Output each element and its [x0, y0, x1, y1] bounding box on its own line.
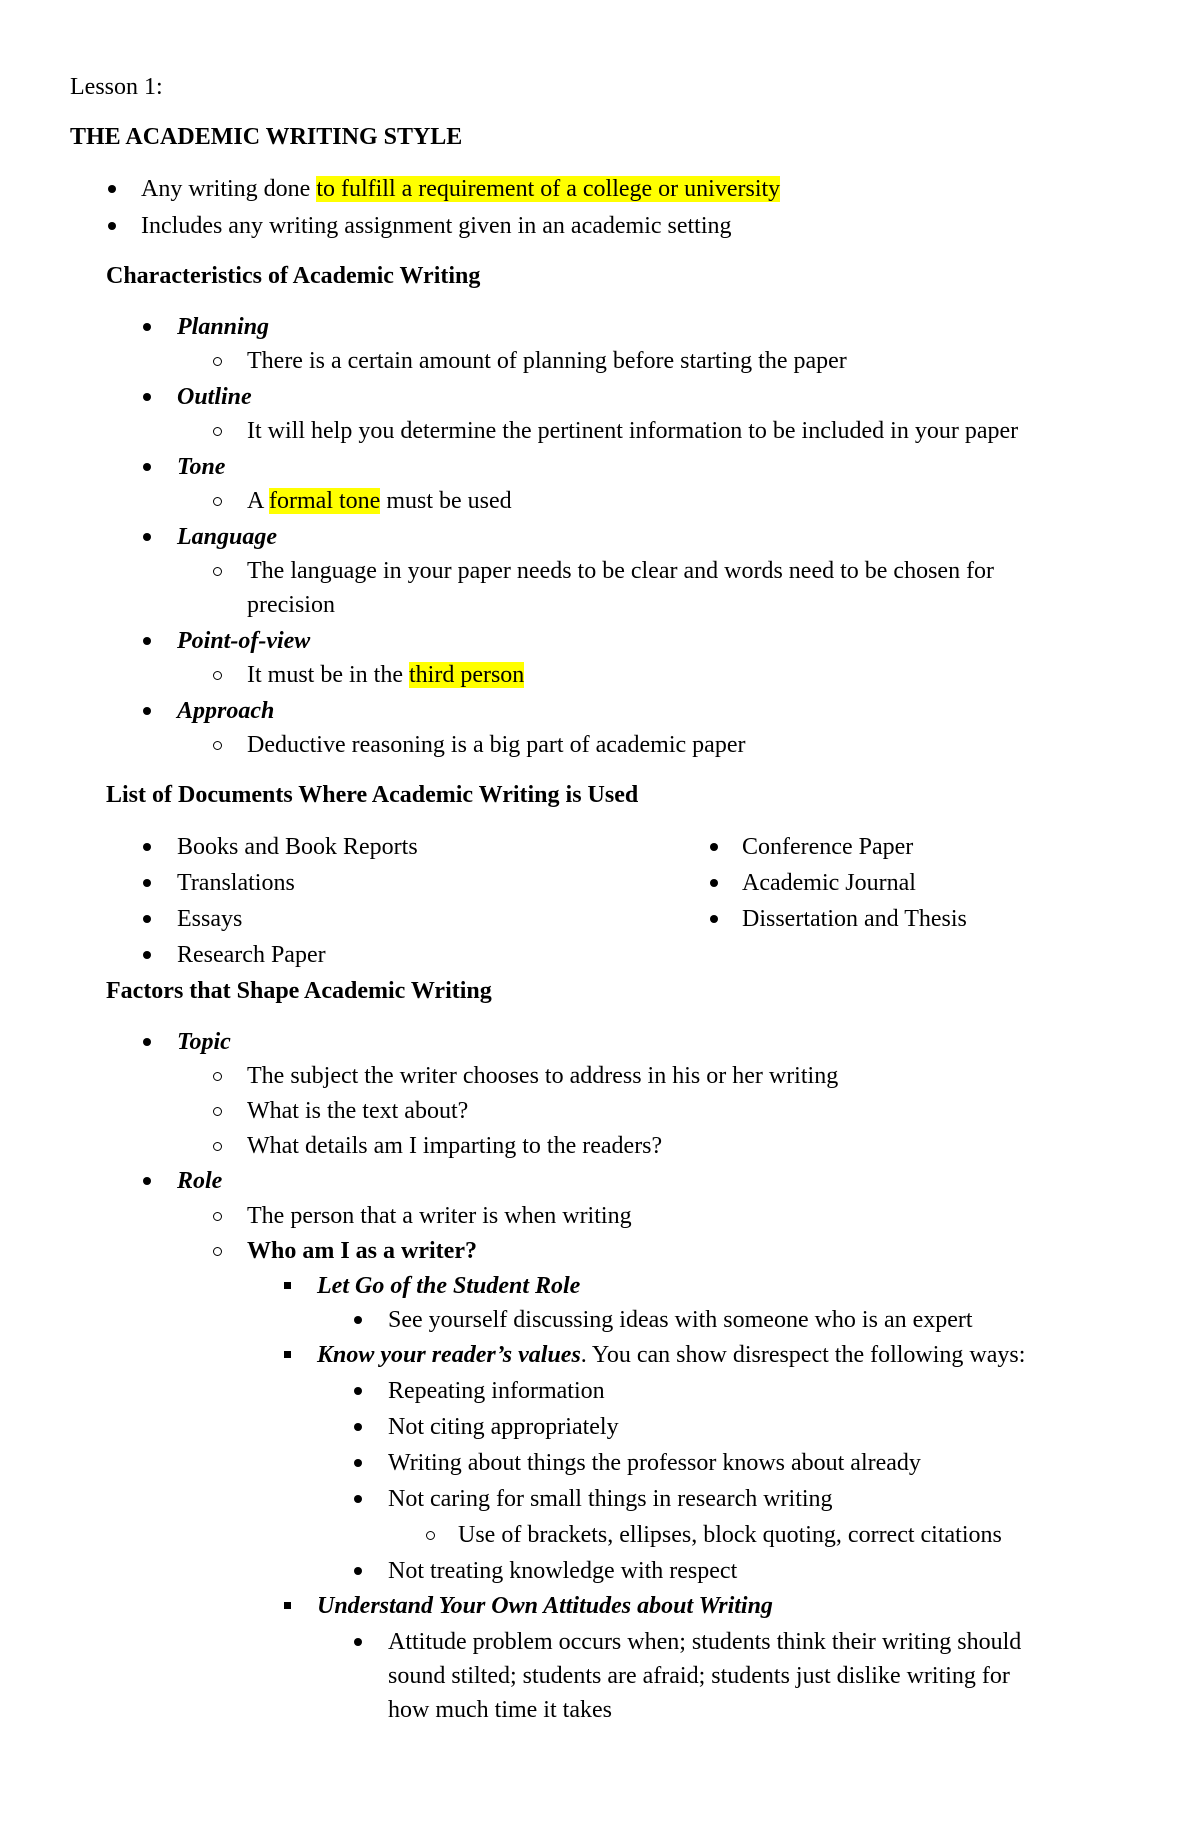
bullet-circle	[213, 357, 222, 366]
bullet-circle	[213, 427, 222, 436]
list-item	[247, 660, 524, 690]
list-item: What details am I imparting to the readers?	[247, 1133, 663, 1159]
list-item: The person that a writer is when writing	[247, 1203, 632, 1229]
bullet-circle	[213, 741, 222, 750]
bullet-dot	[143, 463, 151, 471]
bullet-dot	[143, 533, 151, 541]
term-attitudes: Understand Your Own Attitudes about Writing	[317, 1593, 773, 1619]
section-heading-characteristics: Characteristics of Academic Writing	[106, 263, 481, 289]
term-language: Language	[177, 524, 278, 550]
bullet-circle	[426, 1531, 435, 1540]
term-let-go: Let Go of the Student Role	[317, 1273, 581, 1299]
list-item	[247, 486, 512, 516]
term-know-reader: Know your reader’s values	[317, 1342, 581, 1368]
list-item: Not citing appropriately	[388, 1414, 619, 1440]
term-tone: Tone	[177, 454, 226, 480]
list-item: Writing about things the professor knows about already	[388, 1450, 921, 1476]
list-item: What is the text about?	[247, 1098, 469, 1124]
bullet-circle	[213, 1072, 222, 1081]
bullet-dot	[354, 1316, 362, 1324]
bullet-dot	[143, 1038, 151, 1046]
section-heading-documents: List of Documents Where Academic Writing is Used	[106, 782, 639, 808]
highlighted-text: formal tone	[269, 488, 381, 514]
highlighted-text: to fulfill a requirement of a college or university	[316, 176, 781, 202]
bullet-circle	[213, 1247, 222, 1256]
term-planning: Planning	[177, 314, 270, 340]
bullet-dot	[143, 637, 151, 645]
list-item	[317, 1340, 1025, 1370]
bullet-square	[284, 1602, 291, 1609]
bullet-dot	[143, 707, 151, 715]
tone-desc-prefix: A	[247, 488, 270, 514]
list-item: Not caring for small things in research writing	[388, 1486, 833, 1512]
bullet-dot	[354, 1567, 362, 1575]
page-title: THE ACADEMIC WRITING STYLE	[70, 124, 463, 150]
list-item: The subject the writer chooses to address in his or her writing	[247, 1063, 839, 1089]
bullet-circle	[213, 567, 222, 576]
bullet-dot	[710, 879, 718, 887]
list-item-continuation: sound stilted; students are afraid; students just dislike writing for	[388, 1663, 1010, 1689]
bullet-dot	[354, 1638, 362, 1646]
bullet-dot	[108, 222, 116, 230]
list-item: Repeating information	[388, 1378, 605, 1404]
bullet-circle	[213, 1142, 222, 1151]
list-item: Includes any writing assignment given in an academic setting	[141, 213, 732, 239]
bullet-dot	[143, 1177, 151, 1185]
bullet-square	[284, 1282, 291, 1289]
bullet-circle	[213, 671, 222, 680]
pov-desc-prefix: It must be in the	[247, 662, 409, 688]
lesson-label: Lesson 1:	[70, 74, 163, 100]
tone-desc-suffix: must be used	[380, 488, 512, 514]
term-role: Role	[177, 1168, 223, 1194]
bullet-square	[284, 1351, 291, 1358]
bullet-dot	[108, 185, 116, 193]
term-topic: Topic	[177, 1029, 231, 1055]
highlighted-text: third person	[408, 662, 525, 688]
term-point-of-view: Point-of-view	[177, 628, 311, 654]
term-approach: Approach	[177, 698, 275, 724]
know-reader-suffix: . You can show disrespect the following ways:	[580, 1342, 1026, 1368]
list-item: Dissertation and Thesis	[742, 906, 967, 932]
list-item: Essays	[177, 906, 243, 932]
list-item: Books and Book Reports	[177, 834, 418, 860]
list-item: Attitude problem occurs when; students think their writing should	[388, 1629, 1022, 1655]
list-item: Deductive reasoning is a big part of academic paper	[247, 732, 746, 758]
bullet-dot	[143, 843, 151, 851]
bullet-dot	[710, 843, 718, 851]
bullet-circle	[213, 1107, 222, 1116]
bullet-dot	[354, 1423, 362, 1431]
list-item: Not treating knowledge with respect	[388, 1558, 738, 1584]
list-item-continuation: how much time it takes	[388, 1697, 612, 1723]
list-item: The language in your paper needs to be clear and words need to be chosen for	[247, 558, 995, 584]
list-item-continuation: precision	[247, 592, 335, 618]
bullet-dot	[354, 1387, 362, 1395]
intro-item1-text: Any writing done	[141, 176, 317, 202]
list-item: Use of brackets, ellipses, block quoting, correct citations	[458, 1522, 1002, 1548]
list-item: Conference Paper	[742, 834, 914, 860]
list-item: There is a certain amount of planning before starting the paper	[247, 348, 847, 374]
list-item: It will help you determine the pertinent information to be included in your paper	[247, 418, 1019, 444]
list-item: Academic Journal	[742, 870, 916, 896]
bullet-dot	[143, 323, 151, 331]
list-item: See yourself discussing ideas with someone who is an expert	[388, 1307, 973, 1333]
list-item: Translations	[177, 870, 295, 896]
bullet-dot	[143, 951, 151, 959]
term-outline: Outline	[177, 384, 252, 410]
section-heading-factors: Factors that Shape Academic Writing	[106, 978, 492, 1004]
bullet-dot	[354, 1495, 362, 1503]
bullet-circle	[213, 1212, 222, 1221]
bullet-dot	[354, 1459, 362, 1467]
bullet-circle	[213, 497, 222, 506]
list-item: Who am I as a writer?	[247, 1238, 477, 1264]
bullet-dot	[710, 915, 718, 923]
bullet-dot	[143, 879, 151, 887]
list-item	[141, 174, 780, 204]
bullet-dot	[143, 393, 151, 401]
list-item: Research Paper	[177, 942, 326, 968]
bullet-dot	[143, 915, 151, 923]
